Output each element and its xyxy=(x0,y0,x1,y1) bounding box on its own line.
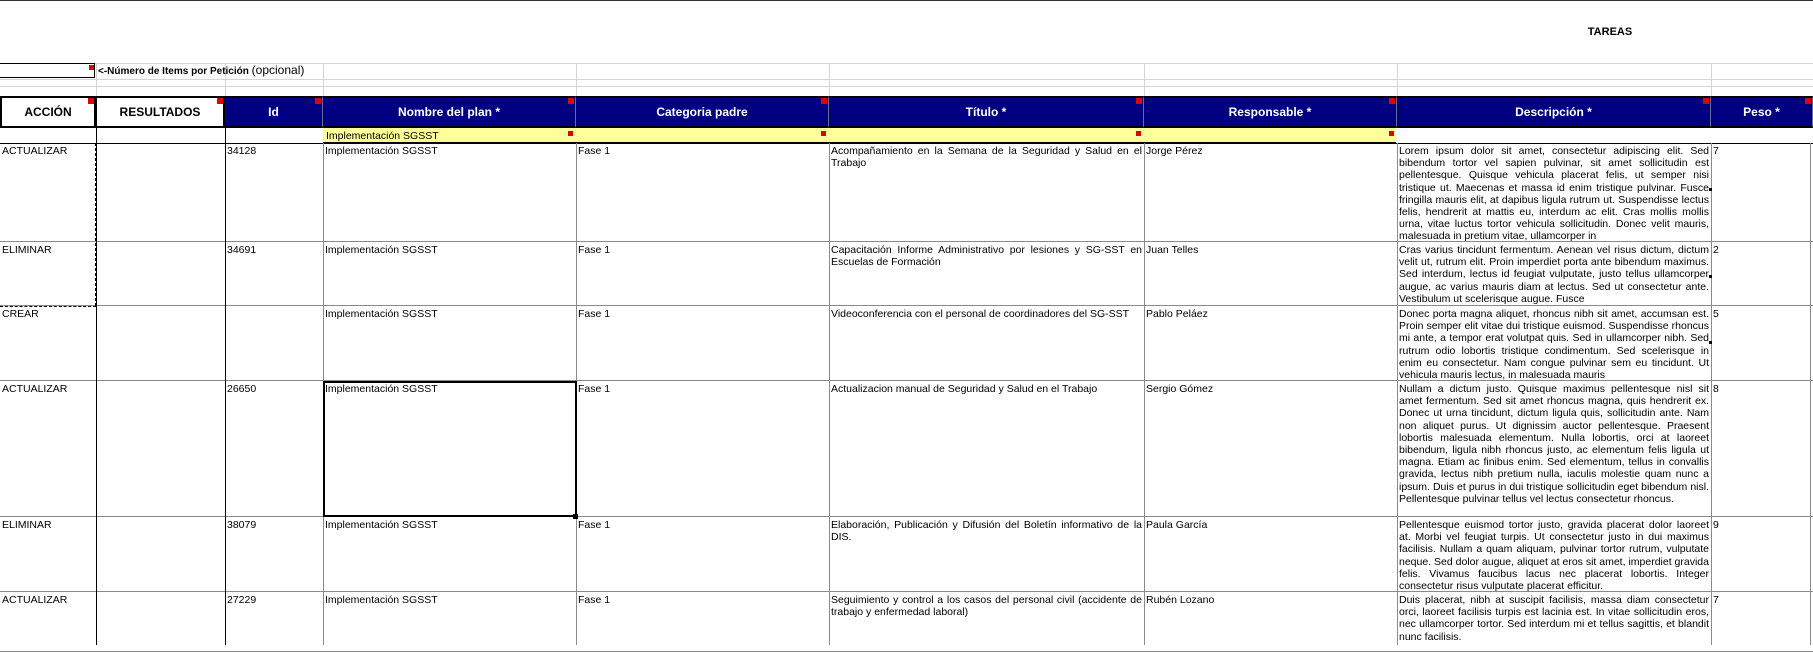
cell-id[interactable]: 34691 xyxy=(227,244,257,256)
column-divider xyxy=(829,143,830,645)
cell-resultados[interactable] xyxy=(96,517,225,591)
cell-peso[interactable]: 9 xyxy=(1713,519,1719,531)
cell-accion[interactable]: ELIMINAR xyxy=(2,244,52,256)
comment-marker[interactable] xyxy=(568,98,574,104)
cell-categoria[interactable]: Fase 1 xyxy=(578,383,611,395)
table-row xyxy=(0,592,1813,652)
comment-marker[interactable] xyxy=(217,98,223,104)
cell-id[interactable]: 27229 xyxy=(227,594,257,606)
filter-value: Implementación SGSST xyxy=(326,130,439,142)
items-label-optional: (opcional) xyxy=(251,63,305,77)
overflow-mark xyxy=(1709,341,1712,344)
grid-line xyxy=(1397,63,1398,96)
selected-cell[interactable] xyxy=(323,381,577,517)
cell-accion[interactable]: ACTUALIZAR xyxy=(2,594,68,606)
cell-descripcion[interactable]: Lorem ipsum dolor sit amet, consectetur adipiscing elit. Sed bibendum tortor vel sapien pulvinar, sit amet sollicitudin est pellentesque. Quisque vehicula placerat felis, ut semper nisi tristique ut. Maecenas et massa id enim tristique pulvinar. Fusce fringilla mauris elit, at dapibus ligula rutrum ut. Suspendisse lectus felis, hendrerit at mattis eu, interdum ac elit. Cras mollis mollis urna, vitae luctus tortor vehicula sollicitudin. Donec velit mauris, malesuada in pretium vitae, ullamcorper in xyxy=(1399,145,1709,241)
cell-descripcion[interactable]: Nullam a dictum justo. Quisque maximus pellentesque nisl sit amet fermentum. Sed sit amet rhoncus magna, quis hendrerit ex. Donec ut urna tincidunt, dictum ligula quis, sollicitudin ante. Nam non aliquet purus. Ut dignissim auctor pellentesque. Praesent lobortis malesuada elementum. Nulla lobortis, orci at laoreet bibendum, ligula nibh rhoncus justo, ac elementum felis ligula ut magna. Etiam ac finibus enim. Sed elementum, tellus in convallis gravida, lectus nibh pretium nulla, iaculis molestie quam nunc a ipsum. Duis et purus in dui tristique sollicitudin eget bibendum nisl. Pellentesque pulvinar tellus vel lectus consectetur rhoncus. xyxy=(1399,383,1709,505)
cell-plan[interactable]: Implementación SGSST xyxy=(325,519,438,531)
cell-resultados[interactable] xyxy=(96,242,225,305)
cell-peso[interactable]: 8 xyxy=(1713,383,1719,395)
cell-accion[interactable]: ELIMINAR xyxy=(2,519,52,531)
comment-marker[interactable] xyxy=(821,131,826,136)
column-divider xyxy=(225,128,226,645)
table-row xyxy=(0,381,1813,517)
cell-accion[interactable]: ACTUALIZAR xyxy=(2,383,68,395)
copy-marquee xyxy=(0,306,96,307)
cell-descripcion[interactable]: Donec porta magna aliquet, rhoncus nibh sit amet, accumsan est. Proin semper elit vitae dui tristique euismod. Suspendisse rhoncus mi ante, a tempor erat volutpat quis. Sed in ullamcorper nibh. Sed rutrum odio lobortis tristique condimentum. Sed scelerisque in enim eu consectetur. Nam congue pulvinar sem eu tincidunt. Ut vehicula mauris lectus, in malesuada mauris xyxy=(1399,308,1709,380)
cell-peso[interactable]: 5 xyxy=(1713,308,1719,320)
copy-marquee xyxy=(95,143,96,306)
column-divider xyxy=(1397,143,1398,645)
cell-plan[interactable]: Implementación SGSST xyxy=(325,244,438,256)
overflow-mark xyxy=(1709,188,1712,191)
column-divider xyxy=(1711,143,1712,645)
comment-marker[interactable] xyxy=(1703,98,1709,104)
header-titulo[interactable]: Título * xyxy=(829,96,1144,128)
comment-marker[interactable] xyxy=(1805,98,1811,104)
cell-peso[interactable]: 2 xyxy=(1713,244,1719,256)
table-row xyxy=(0,242,1813,306)
comment-marker[interactable] xyxy=(315,98,321,104)
comment-marker[interactable] xyxy=(821,98,827,104)
items-label-main: <-Número de Items por Petición xyxy=(98,66,249,77)
cell-categoria[interactable]: Fase 1 xyxy=(578,244,611,256)
table-row xyxy=(0,517,1813,592)
comment-marker[interactable] xyxy=(1136,131,1141,136)
cell-id[interactable]: 38079 xyxy=(227,519,257,531)
grid-line xyxy=(0,79,1813,80)
cell-id[interactable]: 26650 xyxy=(227,383,257,395)
cell-peso[interactable]: 7 xyxy=(1713,594,1719,606)
comment-marker[interactable] xyxy=(1136,98,1142,104)
grid-line xyxy=(829,63,830,96)
grid-line xyxy=(0,86,1813,87)
cell-responsable[interactable]: Paula García xyxy=(1146,519,1208,531)
header-id[interactable]: Id xyxy=(225,96,323,128)
grid-line xyxy=(1711,63,1712,96)
header-responsable[interactable]: Responsable * xyxy=(1144,96,1397,128)
cell-descripcion[interactable]: Cras varius tincidunt fermentum. Aenean vel risus dictum, dictum velit ut, rutrum elit. Proin imperdiet porta ante bibendum maximus. Sed interdum, lectus id feugiat vulputate, justo tellus ullamcorper augue, ac varius mauris diam at lectus. Sed ut consectetur ante. Vestibulum ut scelerisque augue. Fusce xyxy=(1399,244,1709,305)
grid-line xyxy=(96,63,97,96)
header-resultados[interactable]: RESULTADOS xyxy=(96,96,225,128)
cell-titulo[interactable]: Acompañamiento en la Semana de la Seguridad y Salud en el Trabajo xyxy=(831,145,1142,170)
header-categoria-padre[interactable]: Categoria padre xyxy=(576,96,829,128)
cell-titulo[interactable]: Capacitación Informe Administrativo por lesiones y SG-SST en Escuelas de Formación xyxy=(831,244,1142,269)
comment-marker[interactable] xyxy=(88,98,94,104)
items-per-request-input[interactable] xyxy=(0,63,95,78)
cell-responsable[interactable]: Pablo Peláez xyxy=(1146,308,1208,320)
cell-peso[interactable]: 7 xyxy=(1713,145,1719,157)
cell-accion[interactable]: CREAR xyxy=(2,308,39,320)
cell-resultados[interactable] xyxy=(96,592,225,651)
cell-categoria[interactable]: Fase 1 xyxy=(578,145,611,157)
cell-descripcion[interactable]: Duis placerat, nibh at suscipit facilisis, massa diam consectetur orci, laoreet facilisis turpis est lacinia est. In vitae sollicitudin eros, nec ullamcorper tortor. Sed interdum mi et tellus sagittis, et blandit nunc facilisis. xyxy=(1399,594,1709,643)
overflow-mark xyxy=(1709,275,1712,278)
cell-categoria[interactable]: Fase 1 xyxy=(578,519,611,531)
fill-handle[interactable] xyxy=(573,514,578,519)
comment-marker[interactable] xyxy=(89,65,94,70)
cell-resultados[interactable] xyxy=(96,306,225,380)
grid-line xyxy=(1144,63,1145,96)
cell-plan[interactable]: Implementación SGSST xyxy=(325,145,438,157)
filter-row[interactable] xyxy=(323,128,1396,143)
table-row xyxy=(0,143,1813,242)
cell-plan[interactable]: Implementación SGSST xyxy=(325,308,438,320)
cell-accion[interactable]: ACTUALIZAR xyxy=(2,145,68,157)
cell-id[interactable] xyxy=(225,306,323,380)
cell-responsable[interactable]: Juan Telles xyxy=(1146,244,1199,256)
cell-resultados[interactable] xyxy=(96,381,225,516)
column-divider xyxy=(1810,143,1811,645)
comment-marker[interactable] xyxy=(568,131,573,136)
cell-responsable[interactable]: Rubén Lozano xyxy=(1146,594,1215,606)
column-divider xyxy=(1144,143,1145,645)
header-accion[interactable]: ACCIÓN xyxy=(0,96,96,128)
sheet-top-border xyxy=(0,0,1813,1)
header-peso[interactable]: Peso * xyxy=(1711,96,1813,128)
cell-id[interactable]: 34128 xyxy=(227,145,257,157)
column-divider xyxy=(96,128,97,645)
header-nombre-plan[interactable]: Nombre del plan * xyxy=(323,96,576,128)
cell-responsable[interactable]: Sergio Gómez xyxy=(1146,383,1214,395)
grid-line xyxy=(323,63,324,96)
cell-titulo[interactable]: Videoconferencia con el personal de coordinadores del SG-SST xyxy=(831,308,1130,320)
grid-line xyxy=(576,63,577,96)
comment-marker[interactable] xyxy=(1389,131,1394,136)
items-per-request-label xyxy=(98,63,304,79)
cell-responsable[interactable]: Jorge Pérez xyxy=(1146,145,1203,157)
cell-titulo[interactable]: Elaboración, Publicación y Difusión del Boletín informativo de la DIS. xyxy=(831,519,1142,544)
cell-categoria[interactable]: Fase 1 xyxy=(578,594,611,606)
cell-plan[interactable]: Implementación SGSST xyxy=(325,383,438,395)
cell-titulo[interactable]: Actualizacion manual de Seguridad y Salud en el Trabajo xyxy=(831,383,1098,395)
cell-descripcion[interactable]: Pellentesque euismod tortor justo, gravida placerat dolor laoreet at. Morbi vel feugiat turpis. Ut consectetur justo in dui maximus facilisis. Nullam a quam aliquam, pulvinar tortor rutrum, vulputate neque. Sed dolor augue, aliquet at eros sit amet, imperdiet gravida felis. Vivamus faucibus lacus nec placerat lobortis. Integer consectetur risus vulputate placerat efficitur. xyxy=(1399,519,1709,591)
comment-marker[interactable] xyxy=(1389,98,1395,104)
table-row xyxy=(0,306,1813,381)
cell-resultados[interactable] xyxy=(96,143,225,241)
header-descripcion[interactable]: Descripción * xyxy=(1397,96,1711,128)
sheet-title: TAREAS xyxy=(1587,26,1633,38)
cell-categoria[interactable]: Fase 1 xyxy=(578,308,611,320)
cell-plan[interactable]: Implementación SGSST xyxy=(325,594,438,606)
cell-titulo[interactable]: Seguimiento y control a los casos del personal civil (accidente de trabajo y enfermedad laboral) xyxy=(831,594,1142,619)
